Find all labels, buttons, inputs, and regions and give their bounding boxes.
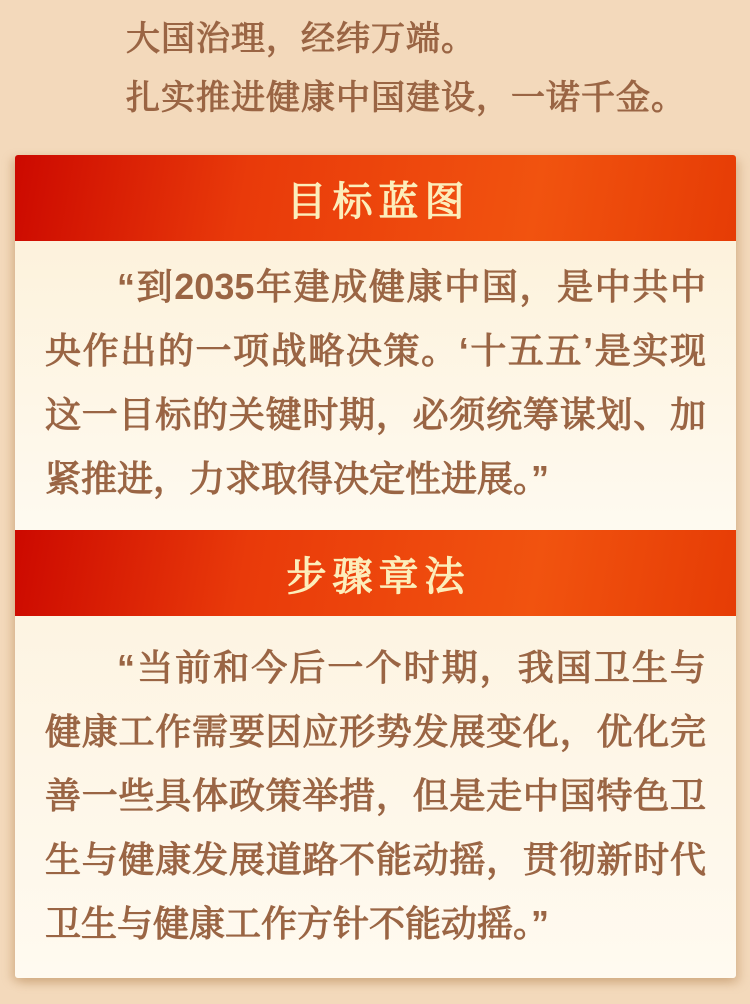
banner-title-goal: 目标蓝图 [286,179,471,224]
intro-line-1: 大国治理，经纬万端。 [126,20,476,58]
intro-line-2: 扎实推进健康中国建设，一诺千金。 [126,79,686,117]
section-body-goal [15,241,736,530]
quote-paragraph-steps: “当前和今后一个时期，我国卫生与健康工作需要因应形势发展变化，优化完善一些具体政策举措，但是走中国特色卫生与健康发展道路不能动摇，贯彻新时代卫生与健康工作方针不能动摇。” [45,647,706,944]
quote-paragraph-goal: “到2035年建成健康中国，是中共中央作出的一项战略决策。‘十五五’是实现这一目标的关键时期，必须统筹谋划、加紧推进，力求取得决定性进展。” [45,266,706,499]
intro-section [0,0,750,128]
section-body-steps [15,616,736,978]
content-card [15,155,736,978]
banner-title-steps: 步骤章法 [286,554,471,599]
section-banner-steps [15,530,736,616]
section-banner-goal [15,155,736,241]
